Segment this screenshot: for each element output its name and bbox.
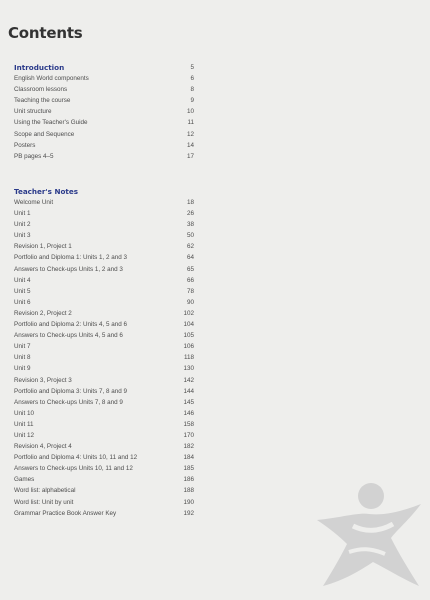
toc-entry	[14, 419, 194, 430]
page-title: Contents	[8, 24, 83, 42]
toc-entry-page: 170	[183, 431, 194, 439]
toc-entry-label: Portfolio and Diploma 1: Units 1, 2 and 3	[14, 254, 128, 262]
introduction-heading-page: 5	[190, 64, 194, 71]
toc-entry-page: 12	[186, 130, 194, 138]
toc-entry-label: Unit 1	[14, 210, 31, 218]
toc-entry-page: 50	[186, 232, 194, 240]
toc-entry	[14, 463, 194, 474]
english-world-logo-watermark	[309, 482, 424, 592]
toc-entry-label: Portfolio and Diploma 2: Units 4, 5 and 6	[14, 321, 128, 329]
toc-entry-label: Unit 11	[14, 420, 34, 428]
toc-entry-page: 106	[183, 343, 194, 351]
toc-entry	[14, 474, 194, 485]
toc-entry-label: Teaching the course	[14, 97, 71, 105]
toc-entry	[14, 441, 194, 452]
toc-entry	[14, 386, 194, 397]
toc-entry-label: English World components	[14, 75, 89, 83]
toc-entry-label: Unit 8	[14, 354, 31, 362]
toc-entry	[14, 452, 194, 463]
toc-entry	[14, 341, 194, 352]
toc-entry-page: 146	[183, 409, 194, 417]
toc-entry	[14, 230, 194, 241]
toc-entry	[14, 275, 194, 286]
toc-entry-label: Unit 9	[14, 365, 31, 373]
toc-entry-label: Unit 5	[14, 287, 31, 295]
toc-entry-label: Revision 2, Project 2	[14, 309, 72, 317]
toc-entry	[14, 297, 194, 308]
toc-entry-page: 184	[183, 454, 194, 462]
introduction-heading-row	[14, 62, 194, 73]
toc-entry-label: Unit 12	[14, 431, 34, 439]
toc-entry	[14, 408, 194, 419]
toc-entry	[14, 117, 194, 128]
toc-entry-page: 144	[183, 387, 194, 395]
toc-entry-page: 64	[186, 254, 194, 262]
toc-entry	[14, 129, 194, 140]
toc-entry	[14, 241, 194, 252]
toc-entry-label: Revision 1, Project 1	[14, 243, 72, 251]
toc-entry-label: Answers to Check-ups Units 7, 8 and 9	[14, 398, 123, 406]
toc-entry	[14, 151, 194, 162]
toc-entry	[14, 286, 194, 297]
toc-entry-page: 90	[186, 298, 194, 306]
toc-entry	[14, 252, 194, 263]
toc-entry	[14, 497, 194, 508]
teachers-notes-heading: Teacher's Notes	[14, 187, 78, 196]
toc-entry	[14, 197, 194, 208]
toc-entry-page: 78	[186, 287, 194, 295]
toc-entry-page: 182	[183, 443, 194, 451]
toc-entry-page: 26	[186, 210, 194, 218]
toc-entry-label: Revision 4, Project 4	[14, 443, 72, 451]
toc-entry-page: 62	[186, 243, 194, 251]
toc-entry-page: 188	[183, 487, 194, 495]
toc-entry-label: Word list: alphabetical	[14, 487, 76, 495]
toc-entry	[14, 363, 194, 374]
toc-entry-label: Posters	[14, 141, 36, 149]
toc-entry	[14, 397, 194, 408]
toc-entry-label: Unit 6	[14, 298, 31, 306]
toc-entry	[14, 140, 194, 151]
toc-entry	[14, 430, 194, 441]
toc-entry-label: Using the Teacher's Guide	[14, 119, 88, 127]
toc-entry-label: Portfolio and Diploma 3: Units 7, 8 and 9	[14, 387, 128, 395]
toc-entry-label: Revision 3, Project 3	[14, 376, 72, 384]
toc-entry-label: Portfolio and Diploma 4: Units 10, 11 and 12	[14, 454, 138, 462]
toc-entry	[14, 106, 194, 117]
toc-entry-page: 6	[190, 75, 194, 83]
toc-entry-label: Answers to Check-ups Units 10, 11 and 12	[14, 465, 133, 473]
toc-entry-label: Games	[14, 476, 35, 484]
toc-entry	[14, 73, 194, 84]
toc-entry-page: 17	[186, 152, 194, 160]
toc-entry-page: 190	[183, 498, 194, 506]
toc-entry-page: 192	[183, 509, 194, 517]
toc-entry-page: 11	[187, 119, 194, 127]
toc-entry-label: Unit 4	[14, 276, 31, 284]
toc-entry-label: Answers to Check-ups Units 1, 2 and 3	[14, 265, 123, 273]
toc-entry	[14, 219, 194, 230]
toc-entry-page: 145	[183, 398, 194, 406]
toc-entry-page: 158	[183, 420, 194, 428]
toc-entry-page: 118	[183, 354, 194, 362]
toc-entry-page: 18	[186, 199, 194, 206]
toc-entry	[14, 352, 194, 363]
toc-entry-label: Unit 7	[14, 343, 31, 351]
toc-entry-page: 38	[186, 221, 194, 229]
introduction-list	[14, 73, 194, 162]
toc-entry-label: Word list: Unit by unit	[14, 498, 74, 506]
toc-entry-label: Unit 3	[14, 232, 31, 240]
toc-entry-label: Unit structure	[14, 108, 52, 116]
toc-entry-page: 66	[186, 276, 194, 284]
introduction-section	[14, 62, 194, 162]
toc-entry-page: 130	[183, 365, 194, 373]
toc-entry-page: 65	[186, 265, 194, 273]
toc-entry-page: 102	[183, 309, 194, 317]
toc-entry-page: 186	[183, 476, 194, 484]
toc-entry-label: Welcome Unit	[14, 199, 54, 206]
toc-entry-page: 14	[186, 141, 194, 149]
toc-entry-page: 105	[183, 332, 194, 340]
toc-entry	[14, 208, 194, 219]
toc-entry-label: Answers to Check-ups Units 4, 5 and 6	[14, 332, 123, 340]
teachers-notes-section	[14, 186, 194, 519]
toc-entry-label: Scope and Sequence	[14, 130, 75, 138]
toc-entry	[14, 375, 194, 386]
toc-entry-label: Unit 2	[14, 221, 31, 229]
toc-entry-page: 185	[183, 465, 194, 473]
toc-entry	[14, 95, 194, 106]
toc-entry	[14, 485, 194, 496]
toc-entry	[14, 308, 194, 319]
toc-entry-page: 104	[183, 321, 194, 329]
toc-entry-label: Grammar Practice Book Answer Key	[14, 509, 117, 517]
toc-entry-label: PB pages 4–5	[14, 152, 54, 160]
toc-entry-page: 8	[190, 86, 194, 94]
toc-entry	[14, 264, 194, 275]
teachers-notes-list	[14, 197, 194, 519]
toc-entry-page: 9	[190, 97, 194, 105]
toc-entry	[14, 319, 194, 330]
toc-entry	[14, 84, 194, 95]
toc-entry-label: Unit 10	[14, 409, 34, 417]
toc-entry	[14, 330, 194, 341]
toc-entry-page: 142	[183, 376, 194, 384]
toc-entry-label: Classroom lessons	[14, 86, 68, 94]
toc-entry-page: 10	[186, 108, 194, 116]
toc-entry	[14, 508, 194, 519]
introduction-heading: Introduction	[14, 63, 65, 72]
